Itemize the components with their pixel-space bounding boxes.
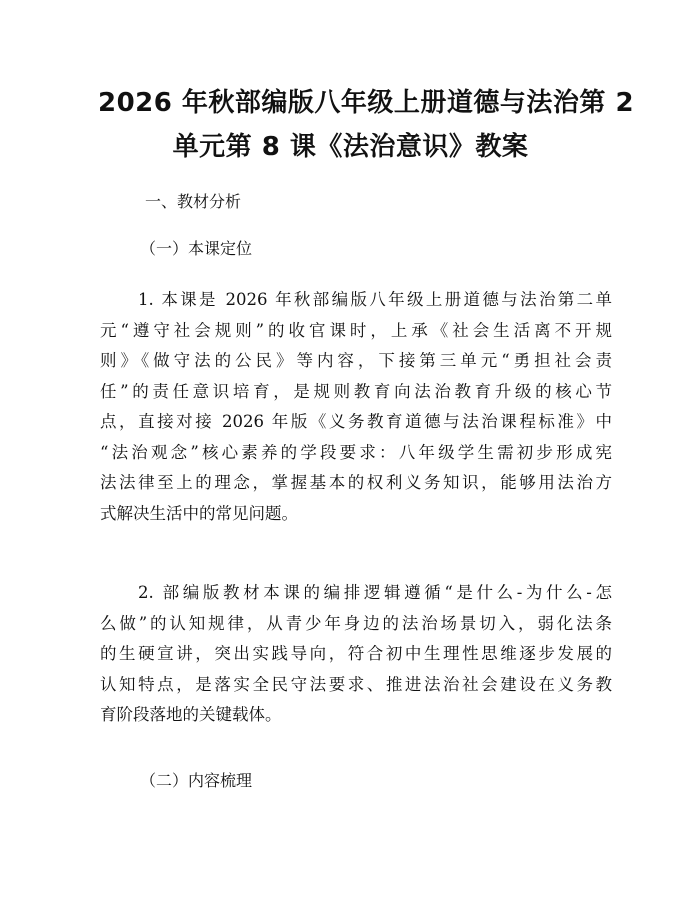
- paragraph-line: 2. 部编版教材本课的编排逻辑遵循“是什么-为什么-怎: [138, 583, 612, 602]
- paragraph-line: 育阶段落地的关键载体。: [100, 705, 282, 724]
- paragraph-line: 认知特点，是落实全民守法要求、推进法治社会建设在义务教: [100, 674, 612, 694]
- paragraph-line: 则》《做守法的公民》等内容，下接第三单元“勇担社会责: [100, 351, 612, 370]
- paragraph-line: “法治观念”核心素养的学段要求：八年级学生需初步形成宪: [100, 442, 612, 462]
- paragraph-line: 式解决生活中的常见问题。: [100, 503, 298, 523]
- document-title-line-1: 2026 年秋部编版八年级上册道德与法治第 2: [98, 88, 635, 118]
- paragraph-line: 1. 本课是 2026 年秋部编版八年级上册道德与法治第二单: [138, 290, 612, 309]
- paragraph-line: 任”的责任意识培育，是规则教育向法治教育升级的核心节: [100, 381, 612, 401]
- paragraph-line: 点，直接对接 2026 年版《义务教育道德与法治课程标准》中: [100, 412, 612, 431]
- paragraph-line: 么做”的认知规律，从青少年身边的法治场景切入，弱化法条: [100, 613, 612, 633]
- section-heading-material-analysis: 一、教材分析: [145, 192, 242, 211]
- paragraph-line: 元“遵守社会规则”的收官课时，上承《社会生活离不开规: [100, 320, 612, 340]
- paragraph-lesson-positioning: [100, 285, 612, 529]
- subsection-heading-lesson-positioning: （一）本课定位: [140, 239, 253, 258]
- paragraph-line: 法法律至上的理念，掌握基本的权利义务知识，能够用法治方: [100, 473, 612, 492]
- document-title-line-2: 单元第 8 课《法治意识》教案: [172, 132, 529, 162]
- paragraph-textbook-arrangement: [100, 578, 612, 731]
- subsection-heading-content-overview: （二）内容梳理: [140, 771, 253, 790]
- paragraph-line: 的生硬宣讲，突出实践导向，符合初中生理性思维逐步发展的: [100, 644, 612, 663]
